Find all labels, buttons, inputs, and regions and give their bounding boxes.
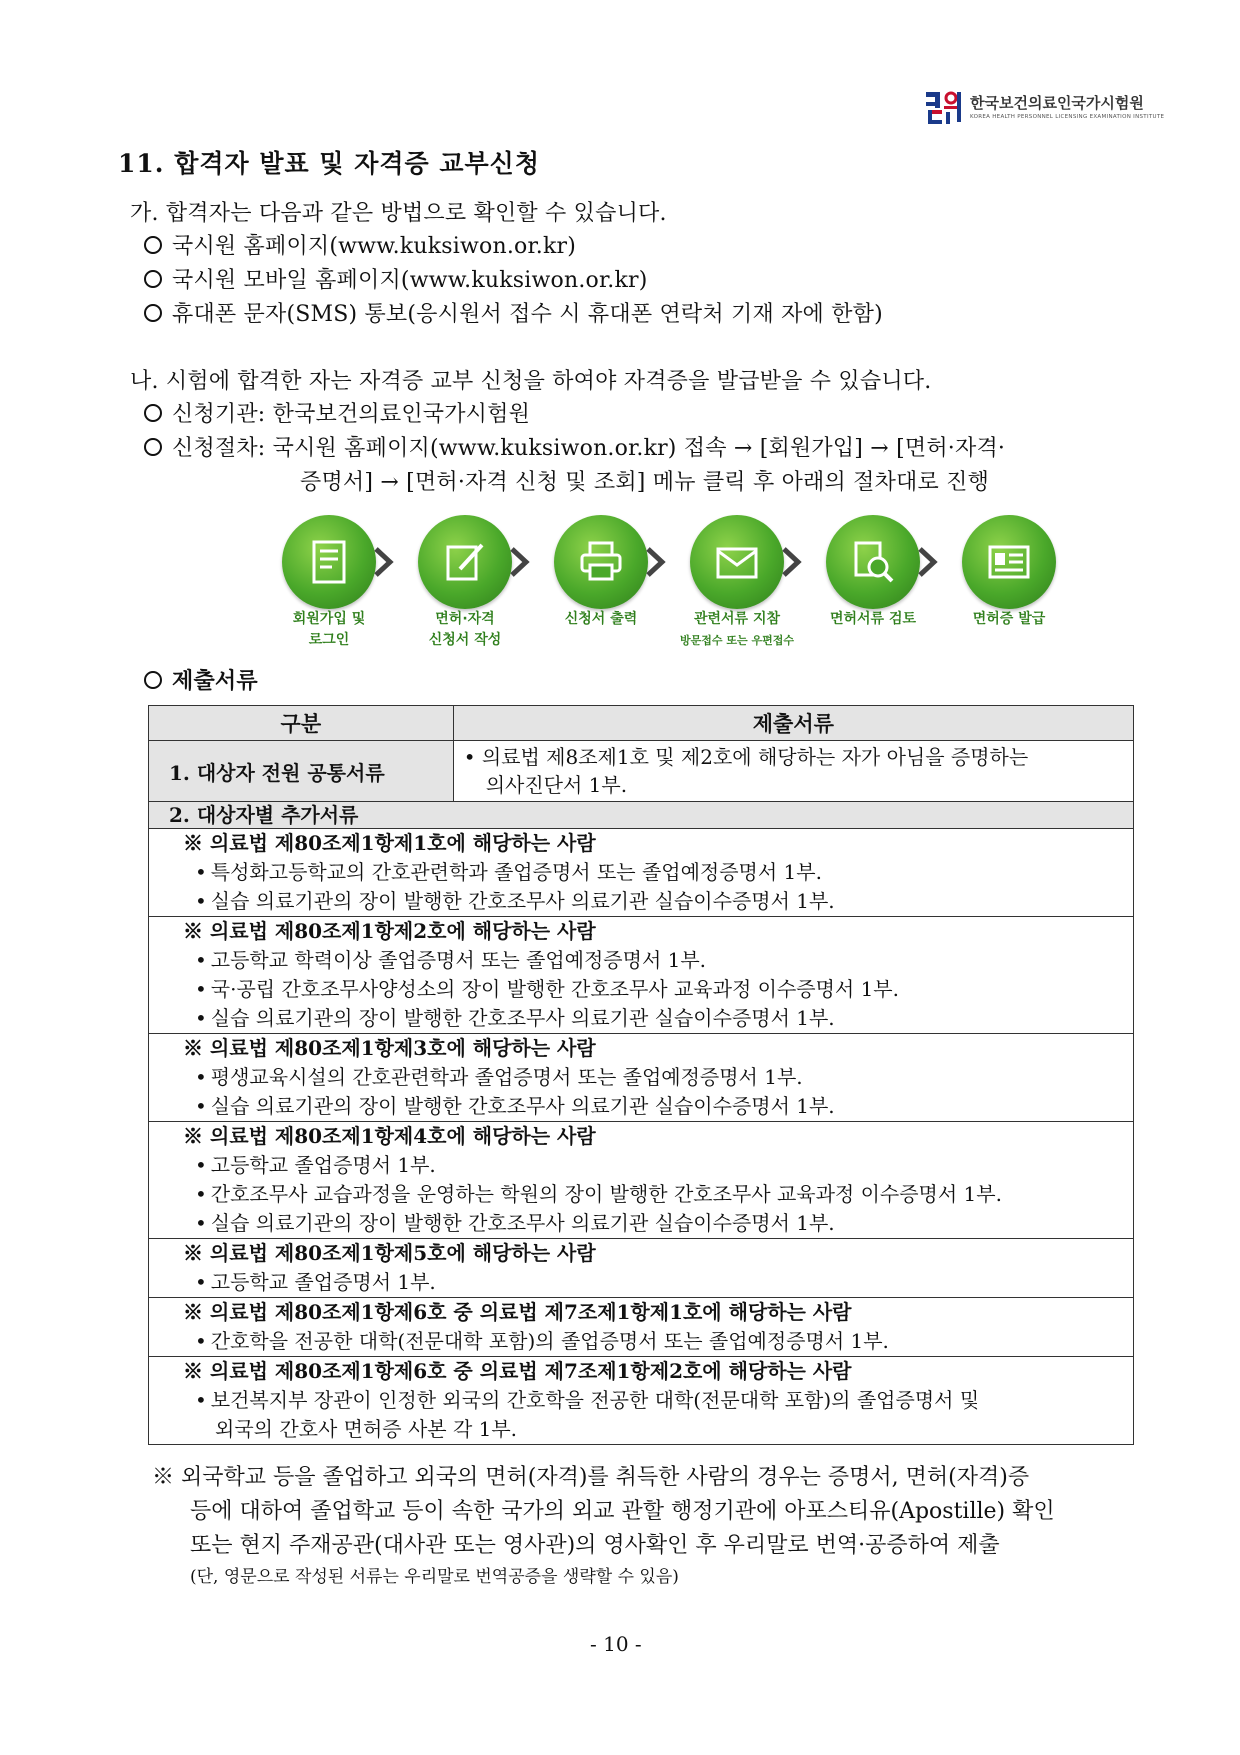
section-head: ※ 의료법 제80조제1항제6호 중 의료법 제7조제1항제1호에 해당하는 사람 bbox=[183, 1300, 852, 1324]
part-a-heading: 가. 합격자는 다음과 같은 방법으로 확인할 수 있습니다. bbox=[130, 201, 667, 226]
circle-bullet-icon bbox=[144, 304, 162, 322]
kuksiwon-logo-icon bbox=[924, 88, 964, 128]
section-cell bbox=[149, 1122, 1134, 1239]
envelope-icon bbox=[712, 537, 762, 587]
chevron-right-icon bbox=[370, 545, 398, 579]
part-a-item bbox=[144, 263, 648, 294]
step-label-line2: 방문접수 또는 우편접수 bbox=[680, 634, 794, 647]
logo-name: 한국보건의료인국가시험원 bbox=[970, 94, 1144, 112]
section-cell bbox=[149, 1034, 1134, 1122]
common-docs-content bbox=[453, 741, 1133, 802]
chevron-right-icon bbox=[778, 545, 806, 579]
part-a-item bbox=[144, 297, 883, 328]
section-head: ※ 의료법 제80조제1항제1호에 해당하는 사람 bbox=[183, 831, 596, 855]
part-b-agency bbox=[144, 397, 530, 428]
part-b-heading: 나. 시험에 합격한 자는 자격증 교부 신청을 하여야 자격증을 발급받을 수 있습니다. bbox=[130, 369, 932, 394]
list-item: • 실습 의료기관의 장이 발행한 간호조무사 의료기관 실습이수증명서 1부. bbox=[149, 887, 1133, 916]
step-label-line1: 신청서 출력 bbox=[564, 611, 638, 627]
section-cell bbox=[149, 917, 1134, 1034]
section-cell bbox=[149, 829, 1134, 917]
section-cell bbox=[149, 1357, 1134, 1445]
list-item: • 실습 의료기관의 장이 발행한 간호조무사 의료기관 실습이수증명서 1부. bbox=[149, 1092, 1133, 1121]
list-item: • 국·공립 간호조무사양성소의 장이 발행한 간호조무사 교육과정 이수증명서 1부. bbox=[149, 975, 1133, 1004]
section-head: ※ 의료법 제80조제1항제5호에 해당하는 사람 bbox=[183, 1241, 596, 1265]
list-item: • 간호학을 전공한 대학(전문대학 포함)의 졸업증명서 또는 졸업예정증명서 1부. bbox=[149, 1327, 1133, 1356]
step-label-line1: 회원가입 및 bbox=[292, 611, 366, 627]
circle-bullet-icon bbox=[144, 438, 162, 456]
list-item: • 고등학교 졸업증명서 1부. bbox=[149, 1268, 1133, 1297]
table-row bbox=[149, 1034, 1134, 1122]
step-label-line1: 면허·자격 bbox=[435, 611, 495, 627]
part-a-item-text: 국시원 홈페이지(www.kuksiwon.or.kr) bbox=[172, 234, 576, 259]
list-item: • 보건복지부 장관이 인정한 외국의 간호학을 전공한 대학(전문대학 포함)의 졸업증명서 및 bbox=[149, 1386, 1133, 1415]
section-cell bbox=[149, 1239, 1134, 1298]
list-item: • 고등학교 학력이상 졸업증명서 또는 졸업예정증명서 1부. bbox=[149, 946, 1133, 975]
common-docs-label: 1. 대상자 전원 공통서류 bbox=[149, 741, 454, 802]
list-item: • 고등학교 졸업증명서 1부. bbox=[149, 1151, 1133, 1180]
table-row bbox=[149, 1357, 1134, 1445]
chevron-right-icon bbox=[642, 545, 670, 579]
table-row bbox=[149, 1239, 1134, 1298]
common-docs-text: 의사진단서 1부. bbox=[485, 773, 628, 797]
logo-english-name: KOREA HEALTH PERSONNEL LICENSING EXAMINATION INSTITUTE bbox=[970, 114, 1165, 120]
list-item: • 간호조무사 교습과정을 운영하는 학원의 장이 발행한 간호조무사 교육과정 이수증명서 1부. bbox=[149, 1180, 1133, 1209]
table-row bbox=[149, 829, 1134, 917]
step-label-line1: 관련서류 지참 bbox=[693, 611, 781, 627]
institute-logo bbox=[924, 88, 1164, 132]
circle-bullet-icon bbox=[144, 671, 162, 689]
part-a-item-text: 휴대폰 문자(SMS) 통보(응시원서 접수 시 휴대폰 연락처 기재 자에 한함) bbox=[172, 302, 883, 327]
table-row bbox=[149, 917, 1134, 1034]
required-documents-table bbox=[148, 705, 1134, 1445]
section-head: ※ 의료법 제80조제1항제3호에 해당하는 사람 bbox=[183, 1036, 596, 1060]
step-label-line1: 면허서류 검토 bbox=[829, 611, 917, 627]
magnify-document-icon bbox=[848, 537, 898, 587]
process-steps bbox=[262, 515, 1052, 655]
table-header-documents: 제출서류 bbox=[453, 706, 1133, 741]
footnote-line1: ※ 외국학교 등을 졸업하고 외국의 면허(자격)를 취득한 사람의 경우는 증명서, 면허(자격)증 bbox=[152, 1465, 1030, 1490]
list-item: • 실습 의료기관의 장이 발행한 간호조무사 의료기관 실습이수증명서 1부. bbox=[149, 1209, 1133, 1238]
section-cell bbox=[149, 1298, 1134, 1357]
bullet: • bbox=[463, 745, 482, 769]
list-item: • 실습 의료기관의 장이 발행한 간호조무사 의료기관 실습이수증명서 1부. bbox=[149, 1004, 1133, 1033]
table-row bbox=[149, 802, 1134, 829]
part-a-item bbox=[144, 229, 576, 260]
step-label-line1: 면허증 발급 bbox=[972, 611, 1046, 627]
table-row bbox=[149, 1298, 1134, 1357]
list-item-continuation: 외국의 간호사 면허증 사본 각 1부. bbox=[215, 1417, 518, 1441]
list-item: • 평생교육시설의 간호관련학과 졸업증명서 또는 졸업예정증명서 1부. bbox=[149, 1063, 1133, 1092]
table-header-row bbox=[149, 706, 1134, 741]
section-head: ※ 의료법 제80조제1항제2호에 해당하는 사람 bbox=[183, 919, 596, 943]
footnote-line4: (단, 영문으로 작성된 서류는 우리말로 번역공증을 생략할 수 있음) bbox=[190, 1567, 679, 1587]
docs-title bbox=[144, 664, 258, 695]
list-item: • 특성화고등학교의 간호관련학과 졸업증명서 또는 졸업예정증명서 1부. bbox=[149, 858, 1133, 887]
additional-docs-label: 2. 대상자별 추가서류 bbox=[149, 802, 1134, 829]
common-docs-text: 의료법 제8조제1호 및 제2호에 해당하는 자가 아님을 증명하는 bbox=[481, 745, 1029, 769]
table-header-category: 구분 bbox=[149, 706, 454, 741]
footnote-line3: 또는 현지 주재공관(대사관 또는 영사관)의 영사확인 후 우리말로 번역·공증하여 제출 bbox=[190, 1533, 1000, 1558]
agency-text: 신청기관: 한국보건의료인국가시험원 bbox=[172, 402, 531, 427]
step-label-line2: 로그인 bbox=[308, 632, 350, 648]
license-card-icon bbox=[984, 537, 1034, 587]
table-row bbox=[149, 1122, 1134, 1239]
docs-title-text: 제출서류 bbox=[172, 668, 258, 694]
section-head: ※ 의료법 제80조제1항제4호에 해당하는 사람 bbox=[183, 1124, 596, 1148]
edit-pencil-icon bbox=[440, 537, 490, 587]
circle-bullet-icon bbox=[144, 270, 162, 288]
footnote-line2: 등에 대하여 졸업학교 등이 속한 국가의 외교 관할 행정기관에 아포스티유(Apostille) 확인 bbox=[190, 1499, 1055, 1524]
section-head: ※ 의료법 제80조제1항제6호 중 의료법 제7조제1항제2호에 해당하는 사람 bbox=[183, 1359, 852, 1383]
part-b-procedure bbox=[144, 431, 1005, 462]
printer-icon bbox=[576, 537, 626, 587]
chevron-right-icon bbox=[914, 545, 942, 579]
procedure-text-line1: 신청절차: 국시원 홈페이지(www.kuksiwon.or.kr) 접속 → [회원가입] → [면허·자격· bbox=[172, 436, 1006, 461]
procedure-text-line2: 증명서] → [면허·자격 신청 및 조회] 메뉴 클릭 후 아래의 절차대로 진행 bbox=[300, 470, 990, 495]
section-title: 11. 합격자 발표 및 자격증 교부신청 bbox=[118, 149, 540, 178]
page-number: - 10 - bbox=[590, 1632, 642, 1656]
part-a-item-text: 국시원 모바일 홈페이지(www.kuksiwon.or.kr) bbox=[172, 268, 648, 293]
chevron-right-icon bbox=[506, 545, 534, 579]
circle-bullet-icon bbox=[144, 404, 162, 422]
circle-bullet-icon bbox=[144, 236, 162, 254]
document-list-icon bbox=[304, 537, 354, 587]
step-label-line2: 신청서 작성 bbox=[428, 632, 502, 648]
table-row bbox=[149, 741, 1134, 802]
